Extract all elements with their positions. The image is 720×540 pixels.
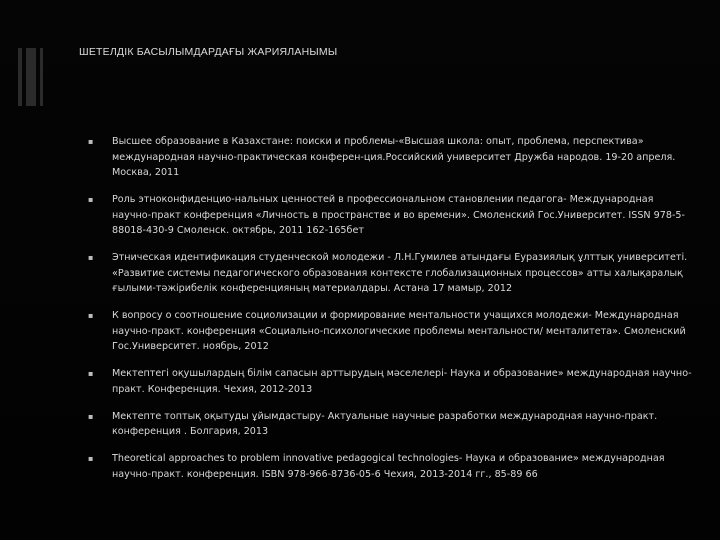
bullet-dot-icon: ▪ — [88, 454, 94, 463]
list-item-text: К вопросу о соотношение социолизации и формирование ментальности учащихся молодежи- Международная научно-практ. конференция «Социально-психологические проблемы ментальности/ менталитета». Смоленский Гос.Университет. ноябрь, 2012 — [112, 310, 686, 352]
list-item — [0, 451, 720, 482]
list-item — [0, 250, 720, 297]
list-item-text: Этническая идентификация студенческой молодежи - Л.Н.Гумилев атындағы Еуразиялық ұлттық университеті. «Развитие системы педагогического образования контексте глобализационных процессов» атты халықаралық ғылыми-тәжірибелік конференцияның материалдары. Астана 17 мамыр, 2012 — [112, 252, 688, 294]
list-item — [0, 192, 720, 239]
list-item-text: Роль этноконфиденцио-нальных ценностей в профессиональном становлении педагога- Международная научно-практ конференция «Личность в пространстве и во времени». Смоленский Гос.Университет. ISSN 978-5-88018-430-9 Смоленск. октябрь, 2011 162-165бет — [112, 194, 686, 236]
bullet-dot-icon: ▪ — [88, 137, 94, 146]
bullet-dot-icon: ▪ — [88, 195, 94, 204]
list-item-text: Мектепте топтық оқытуды ұйымдастыру- Актуальные научные разработки международная научно-практ. конференция . Болгария, 2013 — [112, 410, 658, 437]
list-item-text: Высшее образование в Казахстане: поиски и проблемы-«Высшая школа: опыт, проблема, перспектива» международная научно-практическая конферен-ция.Российский университет Дружба народов. 19-20 апреля. Москва, 2011 — [112, 136, 676, 178]
bullet-dot-icon: ▪ — [88, 253, 94, 262]
list-item — [0, 409, 720, 440]
bullet-dot-icon: ▪ — [88, 411, 94, 421]
bullet-dot-icon: ▪ — [88, 311, 94, 320]
list-item — [0, 366, 720, 397]
bullet-dot-icon: ▪ — [88, 369, 94, 378]
decorative-bar — [26, 48, 36, 106]
list-item — [0, 134, 720, 181]
decorative-bar — [40, 48, 43, 106]
list-item-text: Theoretical approaches to problem innovative pedagogical technologies- Наука и образование» международная научно-практ. конференция. ISBN 978-966-8736-05-6 Чехия, 2013-2014 гг., 85-89 66 — [112, 453, 665, 480]
publication-list — [0, 134, 720, 494]
list-item — [0, 308, 720, 355]
slide-title: ШЕТЕЛДІК БАСЫЛЫМДАРДАҒЫ ЖАРИЯЛАНЫМЫ — [79, 46, 338, 58]
list-item-text: Мектептегі оқушылардың білім сапасын арттырудың мәселелері- Наука и образование» международная научно-практ. Конференция. Чехия, 2012-2013 — [112, 368, 692, 395]
decorative-bar — [18, 48, 22, 106]
